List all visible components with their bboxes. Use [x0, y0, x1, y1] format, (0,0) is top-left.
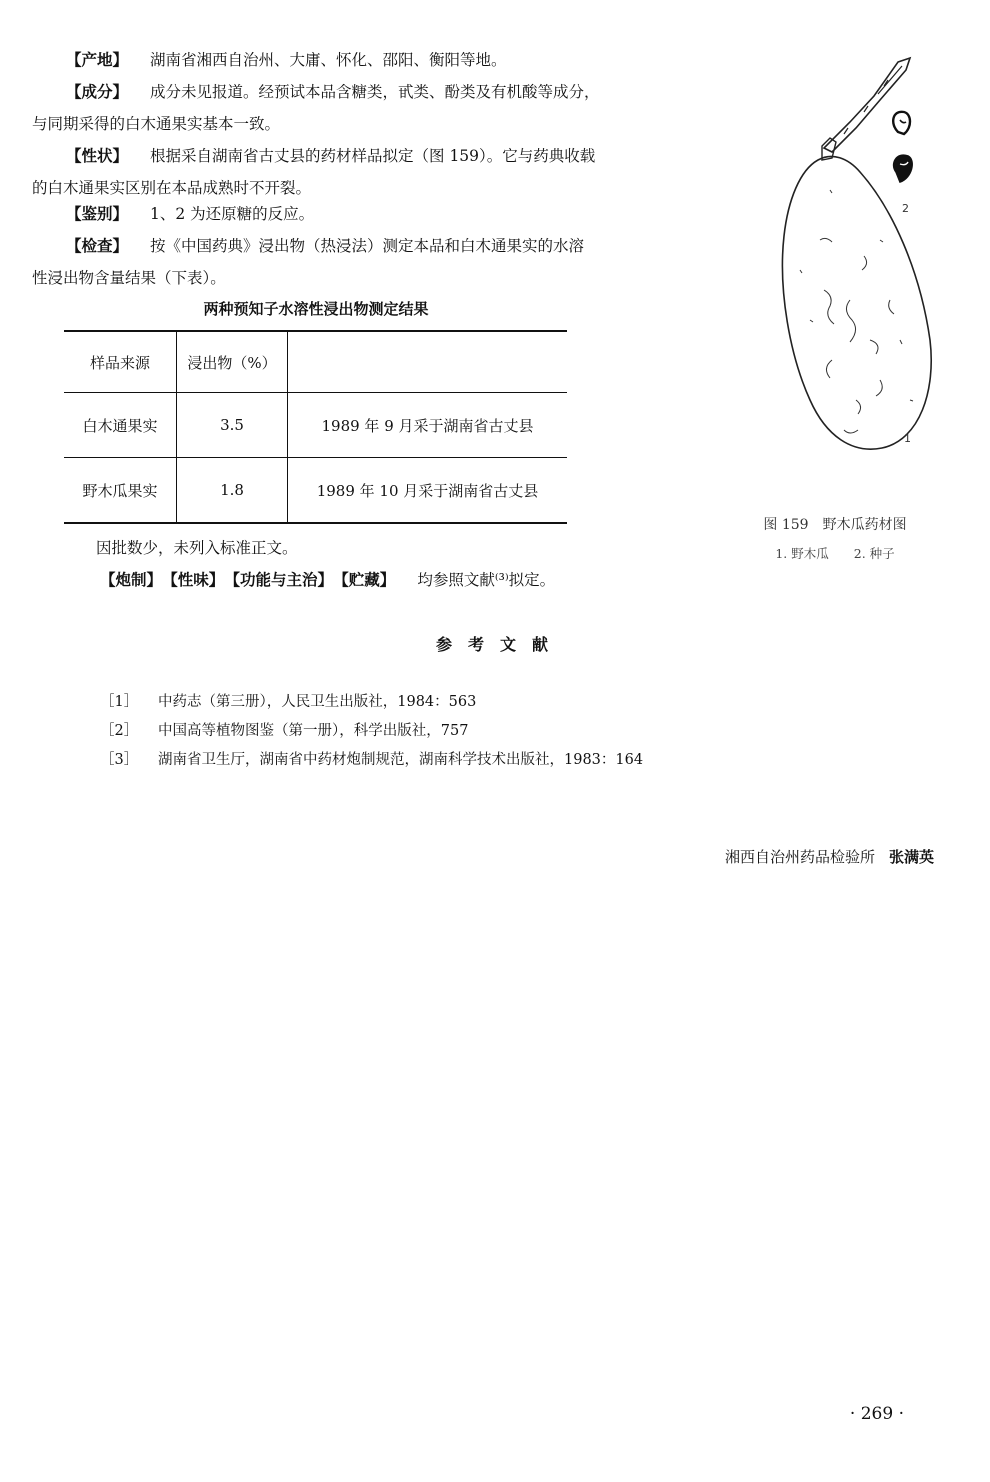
table-header-row [64, 331, 567, 393]
section-text: 湖南省湘西自治州、大庸、怀化、邵阳、衡阳等地。 [150, 51, 507, 69]
section-tag: 【检查】 [66, 237, 129, 255]
section-inspection [32, 230, 716, 294]
section-text: 根据采自湖南省古丈县的药材样品拟定（图 159）。它与药典收载 [150, 147, 596, 165]
reference-number: ［1］ [100, 694, 139, 710]
section-tag: 【鉴别】 [66, 205, 129, 223]
author-name: 张满英 [888, 848, 934, 866]
cell-notes: 1989 年 10 月采于湖南省古丈县 [288, 458, 568, 524]
author-line [725, 846, 934, 867]
column-header-source: 样品来源 [64, 331, 177, 393]
section-tag: 【成分】 [66, 83, 129, 101]
cell-source: 白木通果实 [64, 393, 177, 458]
figure-caption: 图 159 野木瓜药材图 [763, 517, 907, 533]
reference-item [100, 717, 643, 746]
fruit-outline [782, 156, 931, 449]
figure-label-fruit: 1 [904, 432, 911, 445]
results-table [64, 330, 567, 524]
cell-source: 野木瓜果实 [64, 458, 177, 524]
section-text-cont: 与同期采得的白木通果实基本一致。 [32, 115, 281, 133]
section-composition [32, 76, 716, 140]
reference-number: ［2］ [100, 723, 139, 739]
reference-item [100, 746, 643, 775]
section-origin [66, 44, 716, 76]
reference-text: 中国高等植物图鉴（第一册），科学出版社，757 [158, 723, 469, 739]
references-heading: 参考文献 [435, 635, 564, 654]
section-text-cont: 的白木通果实区别在本品成熟时不开裂。 [32, 179, 312, 197]
figure-label-seed: 2 [902, 202, 909, 215]
page-number: · 269 · [849, 1404, 904, 1424]
reference-text: 中药志（第三册），人民卫生出版社，1984：563 [158, 694, 477, 710]
reference-number: ［3］ [100, 752, 139, 768]
section-tag: 【功能与主治】 [232, 571, 334, 589]
section-text: 成分未见报道。经预试本品含糖类，甙类、酚类及有机酸等成分， [150, 83, 600, 101]
reference-text: 湖南省卫生厅，湖南省中药材炮制规范，湖南科学技术出版社，1983：164 [158, 752, 644, 768]
table-note: 因批数少，未列入标准正文。 [96, 539, 298, 557]
figure-legend: 1. 野木瓜 2. 种子 [775, 546, 895, 561]
cell-notes: 1989 年 9 月采于湖南省古丈县 [288, 393, 568, 458]
section-text: 按《中国药典》浸出物（热浸法）测定本品和白木通果实的水溶 [150, 237, 585, 255]
section-tag: 【贮藏】 [341, 571, 396, 589]
author-affiliation: 湘西自治州药品检验所 [724, 848, 875, 866]
section-tag: 【性状】 [66, 147, 129, 165]
section-tag: 【炮制】 [100, 571, 163, 589]
table-row [64, 458, 567, 524]
section-text-cont: 性浸出物含量结果（下表）。 [32, 269, 226, 287]
section-tag: 【产地】 [66, 51, 129, 69]
processing-line [100, 568, 555, 590]
cell-extract: 1.8 [177, 458, 288, 524]
processing-text: 均参照文献⁽³⁾拟定。 [417, 571, 556, 589]
column-header-notes [288, 331, 568, 393]
column-header-extract: 浸出物（%） [177, 331, 288, 393]
table-title: 两种预知子水溶性浸出物测定结果 [203, 300, 429, 318]
fruit-illustration [760, 40, 960, 470]
section-tag: 【性味】 [170, 571, 225, 589]
section-properties [32, 140, 716, 204]
fruit-drawing [760, 40, 960, 470]
reference-item [100, 688, 643, 717]
cell-extract: 3.5 [177, 393, 288, 458]
reference-list [100, 688, 643, 775]
table-row [64, 393, 567, 458]
section-identification [66, 198, 716, 230]
seed-drawing [893, 112, 912, 182]
section-text: 1、2 为还原糖的反应。 [150, 205, 315, 223]
